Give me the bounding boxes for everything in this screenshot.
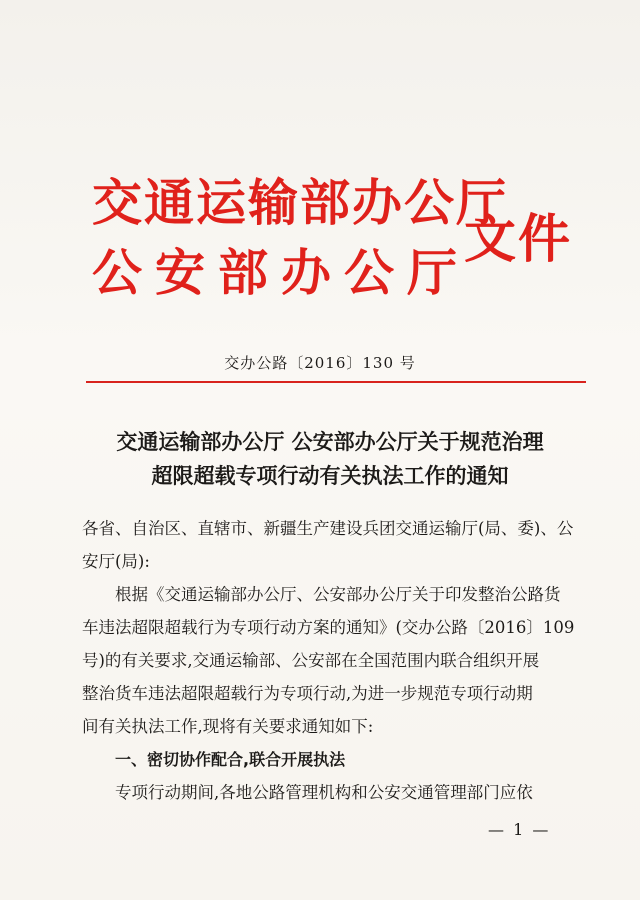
body-line: 号)的有关要求,交通运输部、公安部在全国范围内联合组织开展 (82, 651, 540, 670)
issuer-line-1: 交通运输部办公厅 (92, 174, 508, 232)
body-line: 车违法超限超载行为专项行动方案的通知》(交办公路〔2016〕109 (82, 618, 575, 637)
red-divider (86, 381, 586, 383)
issuer-line-2: 公安部办公厅 (92, 244, 470, 302)
body-line: 根据《交通运输部办公厅、公安部办公厅关于印发整治公路货 (115, 585, 561, 604)
addressee-line: 各省、自治区、直辖市、新疆生产建设兵团交通运输厅(局、委)、公 (82, 519, 574, 538)
body-line: 整治货车违法超限超载行为专项行动,为进一步规范专项行动期 (82, 684, 533, 703)
issuer-header (92, 158, 573, 318)
document-number: 交办公路〔2016〕130 号 (224, 354, 416, 372)
issuer-suffix: 文件 (464, 210, 573, 270)
body-line: 间有关执法工作,现将有关要求通知如下: (82, 717, 374, 736)
title-line-1: 交通运输部办公厅 公安部办公厅关于规范治理 (116, 429, 544, 454)
addressee-line: 安厅(局): (82, 552, 150, 571)
document-body (82, 512, 592, 809)
body-line: 专项行动期间,各地公路管理机构和公安交通管理部门应依 (115, 783, 533, 802)
page-number: — 1 — (488, 820, 551, 839)
section-heading: 一、密切协作配合,联合开展执法 (115, 750, 346, 769)
document-title (60, 425, 600, 493)
title-line-2: 超限超载专项行动有关执法工作的通知 (151, 463, 509, 488)
